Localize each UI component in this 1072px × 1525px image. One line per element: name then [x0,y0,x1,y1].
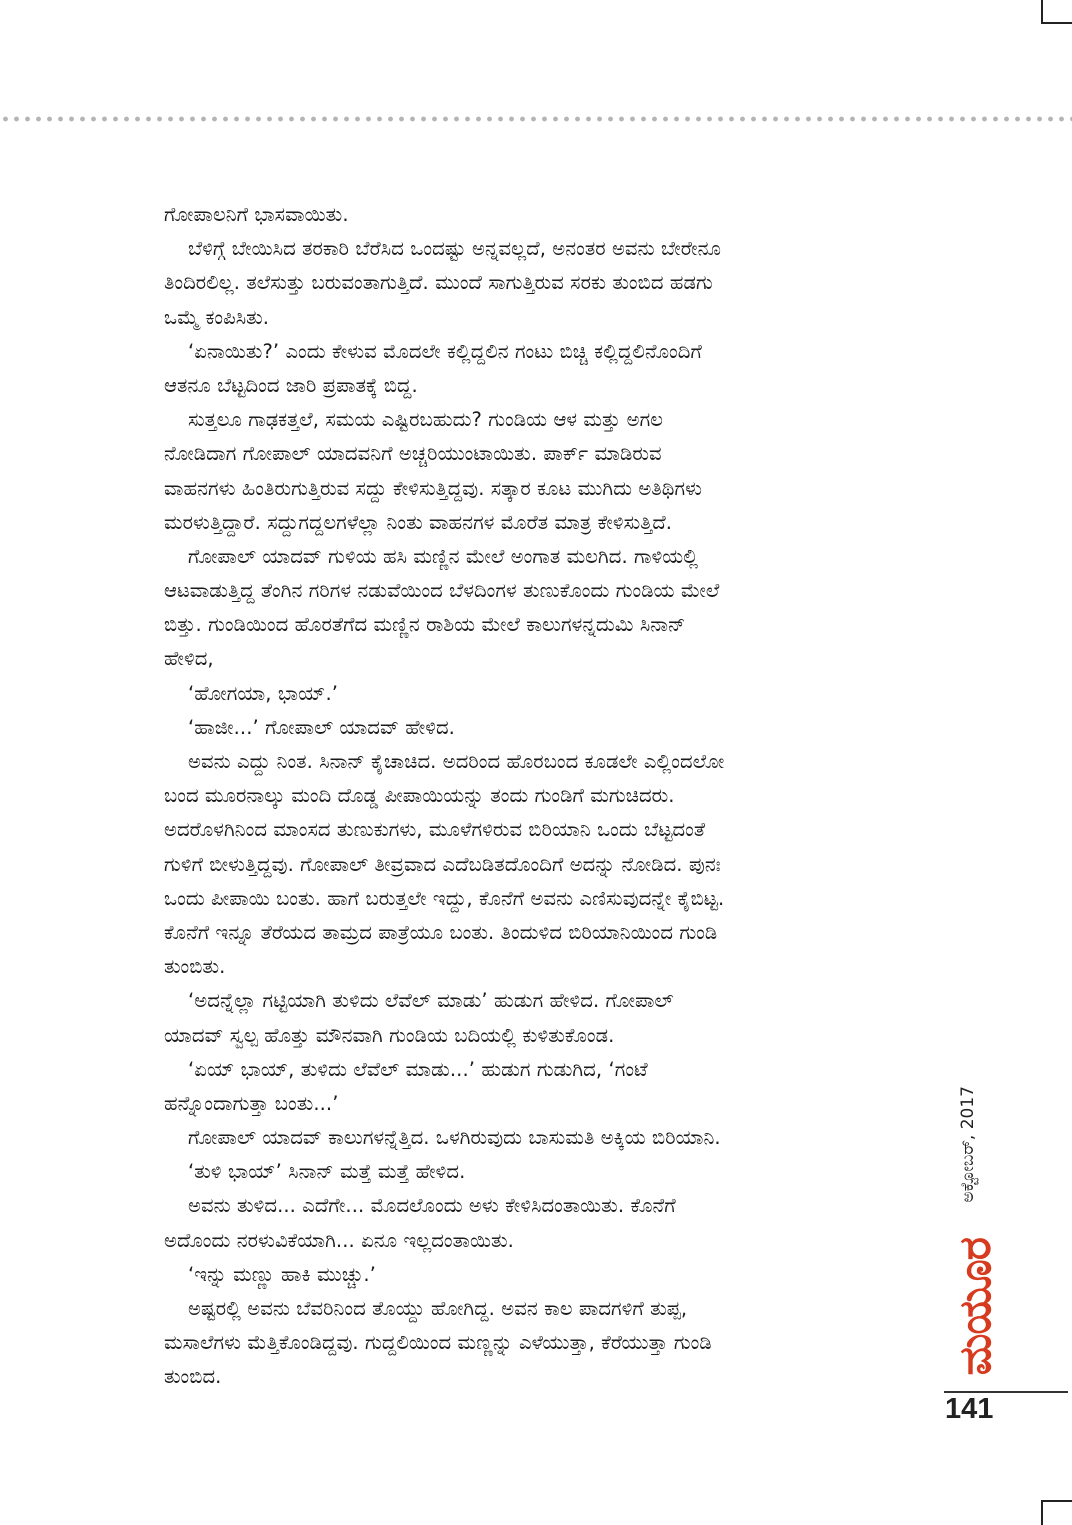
text-line: ಮಸಾಲೆಗಳು ಮೆತ್ತಿಕೊಂಡಿದ್ದವು. ಗುದ್ದಲಿಯಿಂದ ಮಣ್ಣನ್ನು ಎಳೆಯುತ್ತಾ, ಕೆರೆಯುತ್ತಾ ಗುಂಡಿ [164,1331,712,1355]
crop-mark-top [1041,0,1043,24]
text-line: ಕೊನೆಗೆ ಇನ್ನೂ ತೆರೆಯದ ತಾಮ್ರದ ಪಾತ್ರೆಯೂ ಬಂತು. ತಿಂದುಳಿದ ಬಿರಿಯಾನಿಯಿಂದ ಗುಂಡಿ [164,920,718,944]
text-line: ಅಷ್ಟರಲ್ಲಿ ಅವನು ಬೆವರಿನಿಂದ ತೊಯ್ದು ಹೋಗಿದ್ದ. ಅವನ ಕಾಲ ಪಾದಗಳಿಗೆ ತುಪ್ಪ, [188,1297,688,1320]
text-line: ತುಂಬಿದ. [164,1365,222,1389]
text-line: ಸುತ್ತಲೂ ಗಾಢಕತ್ತಲೆ, ಸಮಯ ಎಷ್ಟಿರಬಹುದು? ಗುಂಡಿಯ ಆಳ ಮತ್ತು ಅಗಲ [188,408,663,432]
text-line: ‘ಹೋಗಯಾ, ಭಾಯ್.’ [188,681,339,705]
text-line: ತುಂಬಿತು. [164,955,226,979]
text-line: ಬೆಳಿಗ್ಗೆ ಬೇಯಿಸಿದ ತರಕಾರಿ ಬೆರೆಸಿದ ಒಂದಷ್ಟು ಅನ್ನವಲ್ಲದೆ, ಅನಂತರ ಅವನು ಬೇರೇನೂ [188,237,721,261]
text-line: ‘ಅದನ್ನೆಲ್ಲಾ ಗಟ್ಟಿಯಾಗಿ ತುಳಿದು ಲೆವೆಲ್ ಮಾಡು’ ಹುಡುಗ ಹೇಳಿದ. ಗೋಪಾಲ್ [188,989,674,1013]
text-line: ಅದರೊಳಗಿನಿಂದ ಮಾಂಸದ ತುಣುಕುಗಳು, ಮೂಳೆಗಳಿರುವ ಬಿರಿಯಾನಿ ಒಂದು ಬೆಟ್ಟದಂತೆ [164,818,706,842]
magazine-logo: ಮಯೂರ [950,1238,1001,1376]
crop-mark-top-foot [1041,22,1072,24]
text-line: ಬಿತ್ತು. ಗುಂಡಿಯಿಂದ ಹೊರತೆಗೆದ ಮಣ್ಣಿನ ರಾಶಿಯ ಮೇಲೆ ಕಾಲುಗಳನ್ನದುಮಿ ಸಿನಾನ್ [164,613,686,637]
page-number: 141 [945,1393,994,1425]
text-line: ಮರಳುತ್ತಿದ್ದಾರೆ. ಸದ್ದುಗದ್ದಲಗಳೆಲ್ಲಾ ನಿಂತು ವಾಹನಗಳ ಮೊರೆತ ಮಾತ್ರ ಕೇಳಿಸುತ್ತಿದೆ. [164,510,673,534]
text-line: ‘ಏಯ್ ಭಾಯ್, ತುಳಿದು ಲೆವೆಲ್ ಮಾಡು...’ ಹುಡುಗ ಗುಡುಗಿದ, ‘ಗಂಟೆ [188,1057,648,1081]
text-line: ‘ಇನ್ನು ಮಣ್ಣು ಹಾಕಿ ಮುಚ್ಚು.’ [188,1262,376,1286]
text-line: ವಾಹನಗಳು ಹಿಂತಿರುಗುತ್ತಿರುವ ಸದ್ದು ಕೇಳಿಸುತ್ತಿದ್ದವು. ಸತ್ಕಾರ ಕೂಟ ಮುಗಿದು ಅತಿಥಿಗಳು [164,476,703,500]
text-line: ಬಂದ ಮೂರನಾಲ್ಕು ಮಂದಿ ದೊಡ್ಡ ಪೀಪಾಯಿಯನ್ನು ತಂದು ಗುಂಡಿಗೆ ಮಗುಚಿದರು. [164,784,675,808]
text-line: ಅವನು ಎದ್ದು ನಿಂತ. ಸಿನಾನ್ ಕೈಚಾಚಿದ. ಅದರಿಂದ ಹೊರಬಂದ ಕೂಡಲೇ ಎಲ್ಲಿಂದಲೋ [188,750,725,773]
text-line: ಒಮ್ಮೆ ಕಂಪಿಸಿತು. [164,305,270,329]
text-line: ‘ಹಾಜೀ...’ ಗೋಪಾಲ್ ಯಾದವ್ ಹೇಳಿದ. [188,715,455,739]
text-line: ತಿಂದಿರಲಿಲ್ಲ. ತಲೆಸುತ್ತು ಬರುವಂತಾಗುತ್ತಿದೆ. ಮುಂದೆ ಸಾಗುತ್ತಿರುವ ಸರಕು ತುಂಬಿದ ಹಡಗು [164,271,713,295]
text-line: ಆಟವಾಡುತ್ತಿದ್ದ ತೆಂಗಿನ ಗರಿಗಳ ನಡುವೆಯಿಂದ ಬೆಳದಿಂಗಳ ತುಣುಕೊಂದು ಗುಂಡಿಯ ಮೇಲೆ [164,579,720,603]
text-line: ನೋಡಿದಾಗ ಗೋಪಾಲ್ ಯಾದವನಿಗೆ ಅಚ್ಚರಿಯುಂಟಾಯಿತು. ಪಾರ್ಕ್ ಮಾಡಿರುವ [164,442,662,466]
text-line: ಹೇಳಿದ, [164,647,214,671]
issue-date: ಅಕ್ಟೋಬರ್, 2017 [958,1086,978,1203]
crop-mark-bottom-foot [1041,1500,1072,1502]
crop-mark-bottom [1041,1500,1043,1525]
text-line: ಗುಳಿಗೆ ಬೀಳುತ್ತಿದ್ದವು. ಗೋಪಾಲ್ ತೀವ್ರವಾದ ಎದೆಬಡಿತದೊಂದಿಗೆ ಅದನ್ನು ನೋಡಿದ. ಪುನಃ [164,852,721,876]
text-line: ‘ತುಳಿ ಭಾಯ್’ ಸಿನಾನ್ ಮತ್ತೆ ಮತ್ತೆ ಹೇಳಿದ. [188,1160,466,1184]
story-body [164,198,924,1395]
text-line: ಹನ್ನೊಂದಾಗುತ್ತಾ ಬಂತು...’ [164,1091,339,1115]
text-line: ಗೋಪಾಲ್ ಯಾದವ್ ಕಾಲುಗಳನ್ನೆತ್ತಿದ. ಒಳಗಿರುವುದು ಬಾಸುಮತಿ ಅಕ್ಕಿಯ ಬಿರಿಯಾನಿ. [188,1126,721,1150]
text-line: ಒಂದು ಪೀಪಾಯಿ ಬಂತು. ಹಾಗೆ ಬರುತ್ತಲೇ ಇದ್ದು, ಕೊನೆಗೆ ಅವನು ಎಣಿಸುವುದನ್ನೇ ಕೈಬಿಟ್ಟ. [164,886,725,910]
text-line: ಅವನು ತುಳಿದ... ಎದೆಗೇ... ಮೊದಲೊಂದು ಅಳು ಕೇಳಿಸಿದಂತಾಯಿತು. ಕೊನೆಗೆ [188,1194,676,1218]
text-line: ಗೋಪಾಲ್ ಯಾದವ್ ಗುಳಿಯ ಹಸಿ ಮಣ್ಣಿನ ಮೇಲೆ ಅಂಗಾತ ಮಲಗಿದ. ಗಾಳಿಯಲ್ಲಿ [188,544,699,568]
text-line: ಅದೊಂದು ನರಳುವಿಕೆಯಾಗಿ... ಏನೂ ಇಲ್ಲದಂತಾಯಿತು. [164,1228,514,1252]
dotted-divider [0,116,1072,122]
text-line: ‘ಏನಾಯಿತು?’ ಎಂದು ಕೇಳುವ ಮೊದಲೇ ಕಲ್ಲಿದ್ದಲಿನ ಗಂಟು ಬಿಚ್ಚಿ ಕಲ್ಲಿದ್ದಲಿನೊಂದಿಗೆ [188,339,702,363]
text-line: ಯಾದವ್ ಸ್ವಲ್ಪ ಹೊತ್ತು ಮೌನವಾಗಿ ಗುಂಡಿಯ ಬದಿಯಲ್ಲಿ ಕುಳಿತುಕೊಂಡ. [164,1023,615,1047]
text-line: ಗೋಪಾಲನಿಗೆ ಭಾಸವಾಯಿತು. [164,203,349,226]
text-line: ಆತನೂ ಬೆಟ್ಟದಿಂದ ಜಾರಿ ಪ್ರಪಾತಕ್ಕೆ ಬಿದ್ದ. [164,373,418,397]
